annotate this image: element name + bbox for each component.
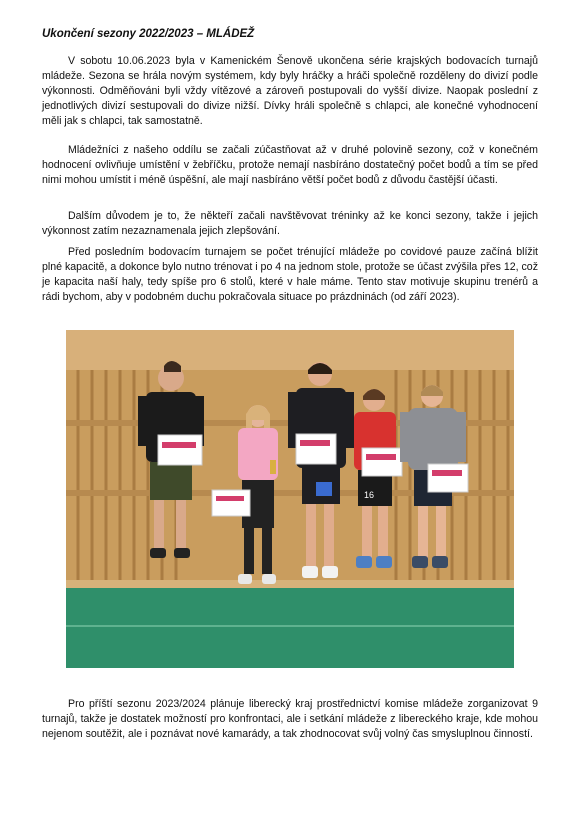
paragraph-1: V sobotu 10.06.2023 byla v Kamenickém Šenově ukončena série krajských bodovacích turnajů mládeže. Sezona se hrála novým systémem, kdy byly hráčky a hráči společně rozděleny do divizí podle výkonnosti. Odměňováni byli vždy vítězové a zároveň postupovali do vyšší divize. Naopak poslední z jednotlivých divizí sestupovali do divize nižší. Dívky hráli společně s chlapci, ale konečné vyhodnocení měli jak s chlapci, tak samostatně. [42,55,538,127]
paragraph-4: Před posledním bodovacím turnajem se počet trénující mládeže po covidové pauze začíná blížit plné kapacitě, a dokonce bylo nutno trénovat i po 4 na jednom stole, protože se účast zvýšila přes 12, což je kapacita naší haly, tedy spíše pro 6 stolů, které v hale máme. Tento stav motivuje skupinu trenérů a rádi bychom, aby v podobném duchu pokračovala situace po prázdninách (od září 2023). [42,246,538,303]
shirt-number: 16 [364,490,375,500]
paragraph-2: Mládežníci z našeho oddílu se začali zúčastňovat až v druhé polovině sezony, což v konečném hodnocení ovlivňuje umístění v žebříčku, protože nemají nasbíráno dostatečný počet bodů a tím se před nimi mohou umístit i méně úspěšní, ale mají nasbíráno větší počet bodů z důvodu častější účasti. [42,144,538,186]
team-photo [66,330,514,668]
paragraph-5: Pro příští sezonu 2023/2024 plánuje liberecký kraj prostřednictví komise mládeže zorganizovat 9 turnajů, takže je dostatek možností pro konfrontaci, ale i setkání mládeže z libereckého kraje, kde mohou nejenom soutěžit, ale i poznávat nové kamarády, a tak zhodnocovat svůj volný čas smysluplnou činností. [42,698,538,740]
paragraph-3: Dalším důvodem je to, že někteří začali navštěvovat tréninky až ke konci sezony, takže i jejich výkonnost zatím nezaznamenala jejich zlepšování. [42,210,538,237]
article-title: Ukončení sezony 2022/2023 – MLÁDEŽ [42,28,255,40]
